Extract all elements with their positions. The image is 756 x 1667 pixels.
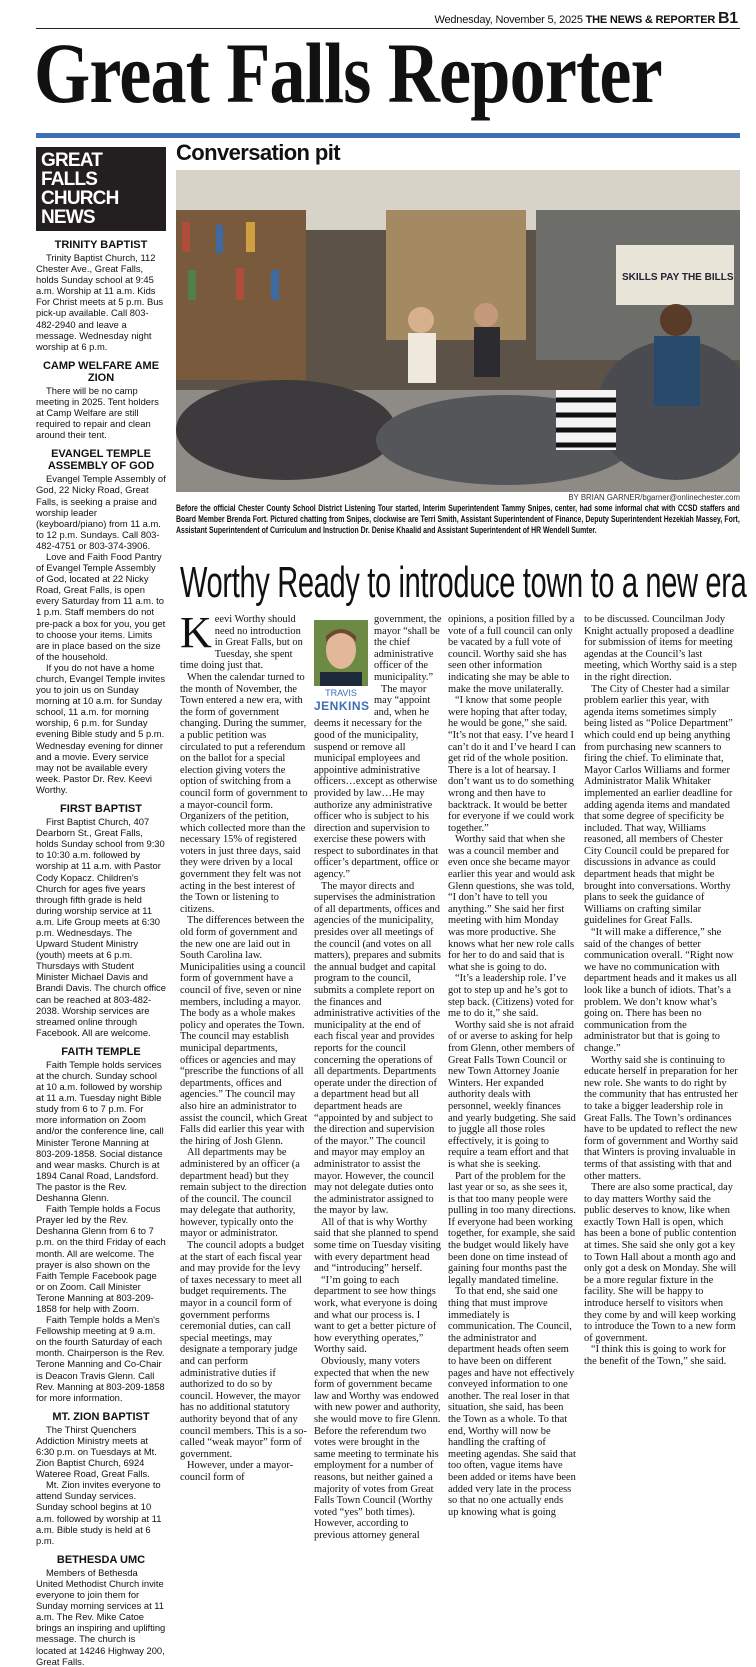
church-heading: MT. ZION BAPTIST (52, 1410, 150, 1423)
article-column-2 (314, 614, 442, 1542)
article-paragraph: “I think this is going to work for the benefit of the Town,” she said. (584, 1344, 727, 1367)
accent-rule (36, 133, 740, 138)
article-paragraph: To that end, she said one thing that must improve immediately is communication. The Council, the administrator and department heads often seem to have been on different pages and have not effectively conveyed information to one another. The real loser in that situation, she said, has been the Town as a whole. To that end, Worthy will now be handling the crafting of meeting agendas. She said that too often, vague items have been added or items have been added very late in the process so that no one actually ends up knowing what is going (448, 1286, 576, 1518)
church-paragraph: Evangel Temple Assembly of God, 22 Nicky Road, Great Falls, is seeking a praise and worship leader (keyboard/piano) from 11 a.m. to 12 p.m. Sundays. Call 803-482-4751 or 803-374-3906. (36, 473, 166, 551)
article-paragraph: “It will make a difference,” she said of the changes of better communication overall. “Right now we have no communication with department heads and it makes us all look like a bunch of idiots. That’s a problem. We don’t know what’s going on. There has been no communication from the administrator but that is going to change.” (584, 927, 737, 1054)
folio-date: Wednesday, November 5, 2025 (434, 14, 583, 26)
church-paragraph: Faith Temple holds services at the church. Sunday school at 10 a.m. followed by worship at 11 a.m. Tuesday night Bible study from 6 to 7 p.m. For more information on Zoom and/or the conference line, call Minister Terone Manning at 803-209-1858. Social distance and wear masks. Church is at 1894 Canal Road, Landsford. The pastor is the Rev. Deshanna Glenn. (36, 1058, 164, 1204)
byline-last: JENKINS (314, 699, 370, 713)
article-paragraph: The mayor directs and supervises the administration of all departments, offices and agencies of the municipality, presides over all meetings of the council (and votes on all matters), prepares and submits the annual budget and capital program to the council, submits a complete report on the finances and administrative activities of the municipality at the end of each fiscal year and provides reports for the council concerning the operations of all departments. Departments operate under the direction of a department head but all department heads are “appointed by and subject to the direction and supervision of the mayor.” The council and mayor may employ an administrator to assist the mayor. However, the council may not delegate duties onto the administrator assigned to the mayor by law. (314, 880, 441, 1217)
article-paragraph: When the calendar turned to the month of November, the Town entered a new era, with the form of government changing. During the summer, a public petition was circulated to put a referendum on the ballot for a special election giving voters the option of switching from a council form of government to a mayor-council form. Organizers of the petition, which collected more than the necessary 15% of registered voters in just three days, said they were driven by a local government they felt was not acting in the best interest of the Town or listening to citizens. (180, 671, 308, 915)
photo-caption: Before the official Chester County School District Listening Tour started, Interim Superintendent Tammy Snipes, center, had some informal chat with CCSD staffers and Board Member Brenda Fort. Pictured chatting from Snipes, clockwise are Terri Smith, Assistant Superintendent of Finance, Deputy Superintendent Hezekiah Massey, Fort, Assistant Superintendent of Curriculum and Instruction Dr. Denise Khaalid and Assistant Superintendent of HR Wendell Sumter. (176, 503, 740, 536)
folio-paper: THE NEWS & REPORTER (585, 14, 716, 26)
masthead: Great Falls Reporter (34, 25, 662, 121)
photo-library-scene (176, 170, 740, 492)
church-paragraph: If you do not have a home church, Evangel Temple invites you to join us on Sunday morning at 10 a.m. for Sunday school, 11 a.m. for morning worship, 6 p.m. for Sunday evening Bible study and 5 p.m. Wednesday evening for dinner and a movie. Every service may not be available every week. Pastor Dr. Rev. Keevi Worthy. (36, 661, 166, 795)
article-paragraph: “I’m going to each department to see how things work, what everyone is doing and what our process is. I want to get a better picture of how everything operates,” Worthy said. (314, 1274, 438, 1356)
article-paragraph: However, under a mayor-council form of (180, 1460, 294, 1483)
church-heading: BETHESDA UMC (56, 1553, 146, 1566)
church-paragraph: Faith Temple holds a Focus Prayer led by the Rev. Deshanna Glenn from 6 to 7 p.m. on the third Friday of each month. All are welcome. The prayer is also shown on the Faith Temple Facebook page or on Zoom. Call Minister Terone Manning at 803-209-1858 for help with Zoom. (36, 1203, 166, 1314)
church-news-column (36, 147, 166, 1667)
church-paragraph: Faith Temple holds a Men's Fellowship meeting at 9 a.m. on the fourth Saturday of each month. Chairperson is the Rev. Terone Manning and Co-Chair is Deacon Travis Glenn. Call Rev. Manning at 803-209-1858 for more information. (36, 1314, 165, 1403)
article-paragraph: government, the mayor “shall be the chief administrative officer of the municipality.” (374, 614, 442, 683)
article-paragraph: The council adopts a budget at the start of each fiscal year and may provide for the levy of taxes necessary to meet all budget requirements. The mayor in a council form of government performs ceremonial duties, can call special meetings, may designate a temporary judge and can perform administrative duties if authorized to do so by council. However, the mayor has no additional statutory authority beyond that of any council members. This is a so-called “weak mayor” form of government. (180, 1240, 307, 1460)
article-headline: Worthy Ready to introduce town to a new era (180, 558, 747, 607)
article-paragraph: “I know that some people were hoping that after today, he would be gone,” she said. “It’s not that easy. I’ve heard I can’t do it and I’ve heard I can get rid of the whole position. There is a lot of hearsay. I don’t want us to do something wrong and then have to backtrack. It would be better for everyone if we could work together.” (448, 695, 576, 834)
article-paragraph: The City of Chester had a similar problem earlier this year, with agenda items sometimes simply being listed as “Police Department” which could end up being anything from purchasing new scanners to firing the chief. To eliminate that, Mayor Carlos Williams and former Administrator Malik Whitaker implemented an earlier deadline for adding agenda items and mandated that some degree of specificity be included. That way, Williams reasoned, all members of Chester City Council could be prepared for discussions in advance as could department heads that might be brought into conversations. Worthy plans to seek the guidance of Williams on crafting similar guidelines for Great Falls. (584, 683, 733, 927)
photo-section-title: Conversation pit (176, 140, 340, 165)
article-paragraph: Obviously, many voters expected that when the new form of government became law and Worthy was endowed with new power and authority, she would move to fire Glenn. Before the referendum two votes were brought in the same meeting to terminate his employment for a number of reasons, but neither gained a majority of votes from Great Falls Town Council (Worthy voted “yes” both times). However, according to previous attorney general (314, 1356, 441, 1541)
church-paragraph: Mt. Zion invites everyone to attend Sunday services. Sunday school begins at 10 a.m. followed by worship at 11 a.m. Bible study is held at 6 p.m. (36, 1479, 162, 1546)
article-paragraph: Part of the problem for the last year or so, as she sees it, is that too many people were pulling in too many directions. If everyone had been working together, for example, she said the budget would likely have been done on time instead of gaining four months past the legally mandated timeline. (448, 1170, 576, 1286)
church-news-title: GREAT FALLS CHURCH NEWS (36, 147, 166, 231)
article-paragraph: opinions, a position filled by a vote of a full council can only be vacated by a full vote of council. Worthy said she has seen other information indicating she may be able to make the move unilaterally. (448, 614, 575, 695)
church-heading: CAMP WELFARE AME ZION (42, 359, 160, 384)
church-paragraph: The Thirst Quenchers Addiction Ministry meets at 6:30 p.m. on Tuesdays at Mt. Zion Baptist Church, 6924 Wateree Road, Great Falls. (36, 1423, 157, 1480)
article-paragraph: to be discussed. Councilman Jody Knight actually proposed a deadline for submission of items for meeting agendas at the Council’s last meeting, which Worthy said is a step in the right direction. (584, 614, 737, 683)
news-photo (176, 170, 740, 492)
article-paragraph: All departments may be administered by an officer (a department head) but they remain subject to the direction of the council. The council may delegate that authority, however, typically onto the mayor or administrator. (180, 1147, 307, 1240)
church-paragraph: There will be no camp meeting in 2025. Tent holders at Camp Welfare are still required to repair and clean around their tent. (36, 384, 159, 441)
article-paragraph: “It’s a leadership role. I’ve got to step up and he’s got to step back. (Citizens) voted for me to do it,” she said. (448, 973, 574, 1020)
church-heading: EVANGEL TEMPLE ASSEMBLY OF GOD (47, 448, 155, 473)
article-column-4 (584, 614, 738, 1368)
sign-text: SKILLS PAY THE BILLS (622, 272, 734, 283)
church-paragraph: Trinity Baptist Church, 112 Chester Ave., Great Falls, holds Sunday school at 9:45 a.m. Worship at 11 a.m. Kids For Christ meets at 5 p.m. Bus pick-up available. Call 803-482-2940 and leave a message. Wednesday night worship at 6 p.m. (36, 252, 164, 352)
church-heading: FAITH TEMPLE (61, 1045, 141, 1058)
church-heading: TRINITY BAPTIST (54, 239, 148, 251)
article-paragraph: There are also some practical, day to day matters Worthy said the public deserves to know, like when exactly Town Hall is open, which has been a bone of public contention at times. She said she only got a key to Town Hall about a month ago and only got a desk on Monday. She will be a more regular fixture in the facility. She will be happy to introduce herself to visitors when they come by and will keep working to introduce the Town to a new form of government. (584, 1182, 737, 1344)
folio-page: B1 (717, 10, 738, 27)
drop-cap: K (180, 608, 212, 657)
church-sections (36, 239, 166, 1667)
article-column-1 (180, 608, 308, 1484)
article-paragraph: Worthy said she is not afraid of or averse to asking for help from Glenn, other members of Great Falls Town Council or new Town Attorney Joanie Winters. Her expanded authority deals with personnel, weekly finances and yearly budgeting. She said to juggle all those roles effectively, it is going to require a team effort and that is what she is seeking. (448, 1019, 576, 1170)
author-mugshot (314, 620, 368, 713)
church-paragraph: First Baptist Church, 407 Dearborn St., Great Falls, holds Sunday school from 9:30 to 10:30 a.m. followed by worship at 11 a.m. with Pastor Cody Kopacz. Children's Church for ages five years through fifth grade is held during worship service at 11 a.m. Life Group meets at 6:30 p.m. Wednesdays. The Upward Student Ministry (youth) meets at 6 p.m. Thursdays with Student Minister Michael Davis and Brandi Davis. The church office can be reached at 803-482-2038. Worship services are streamed online through Facebook. All are welcome. (36, 816, 166, 1038)
article-paragraph: Worthy said that when she was a council member and even once she became mayor earlier this year and would ask Glenn questions, she was told, “I don’t have to tell you anything.” She said her first meeting with him Monday was more productive. She knows what her new role calls for her to do and said that is what she is going to do. (448, 834, 576, 973)
byline-first: TRAVIS (325, 688, 357, 698)
article-lead (180, 608, 308, 672)
article-paragraph: The differences between the old form of government and the new one are laid out in South Carolina law. Municipalities using a council form of government have a council of five, seven or nine members, including a mayor. The body as a whole makes policy and operates the Town. The council may establish municipal departments, offices or agencies and may “prescribe the functions of all departments, offices and agencies.” The council may also hire an administrator to assist the council, which Great Falls did earlier this year with the hiring of Josh Glenn. (180, 915, 308, 1147)
church-paragraph: Members of Bethesda United Methodist Church invite everyone to join them for Sunday morning services at 11 a.m. The Rev. Mike Catoe brings an inspiring and uplifting message. The church is located at 14246 Highway 200, Great Falls. (36, 1566, 166, 1667)
lead-text: eevi Worthy should need no introduction in Great Falls, but on Tuesday, she spent time doing just that. (180, 614, 303, 672)
author-photo-image (314, 620, 368, 686)
article-column-3 (448, 614, 576, 1518)
author-photo (314, 620, 368, 686)
church-paragraph: Love and Faith Food Pantry of Evangel Temple Assembly of God, located at 22 Nicky Road, Great Falls, is open every Saturday from 11 a.m. to 1 p.m. Staff members do not pre-pack a box for you, you get to choose your items. Limits are in place based on the size of the household. (36, 550, 166, 662)
photo-credit: BY BRIAN GARNER/bgarner@onlinechester.com (568, 493, 740, 502)
article-paragraph: Worthy said she is continuing to educate herself in preparation for her new role. She wants to do right by the community that has entrusted her to take a bigger leadership role in Great Falls. The Town’s ordinances have to be updated to reflect the new form of government and Worthy said that Winters is proving invaluable in terms of that assisting with that and other matters. (584, 1054, 738, 1182)
article-paragraph: All of that is why Worthy said that she planned to spend some time on Tuesday visiting with every department head and “introducing” herself. (314, 1216, 442, 1275)
article-paragraph: The mayor may “appoint and, when he deems it necessary for the good of the municipality, suspend or remove all municipal employees and appointive administrative officers…except as otherwise provided by law…He may authorize any administrative officer who is subject to his direction and supervision to exercise these powers with respect to subordinates in that officer’s department, office or agency.” (314, 683, 439, 881)
church-heading: FIRST BAPTIST (60, 803, 142, 816)
